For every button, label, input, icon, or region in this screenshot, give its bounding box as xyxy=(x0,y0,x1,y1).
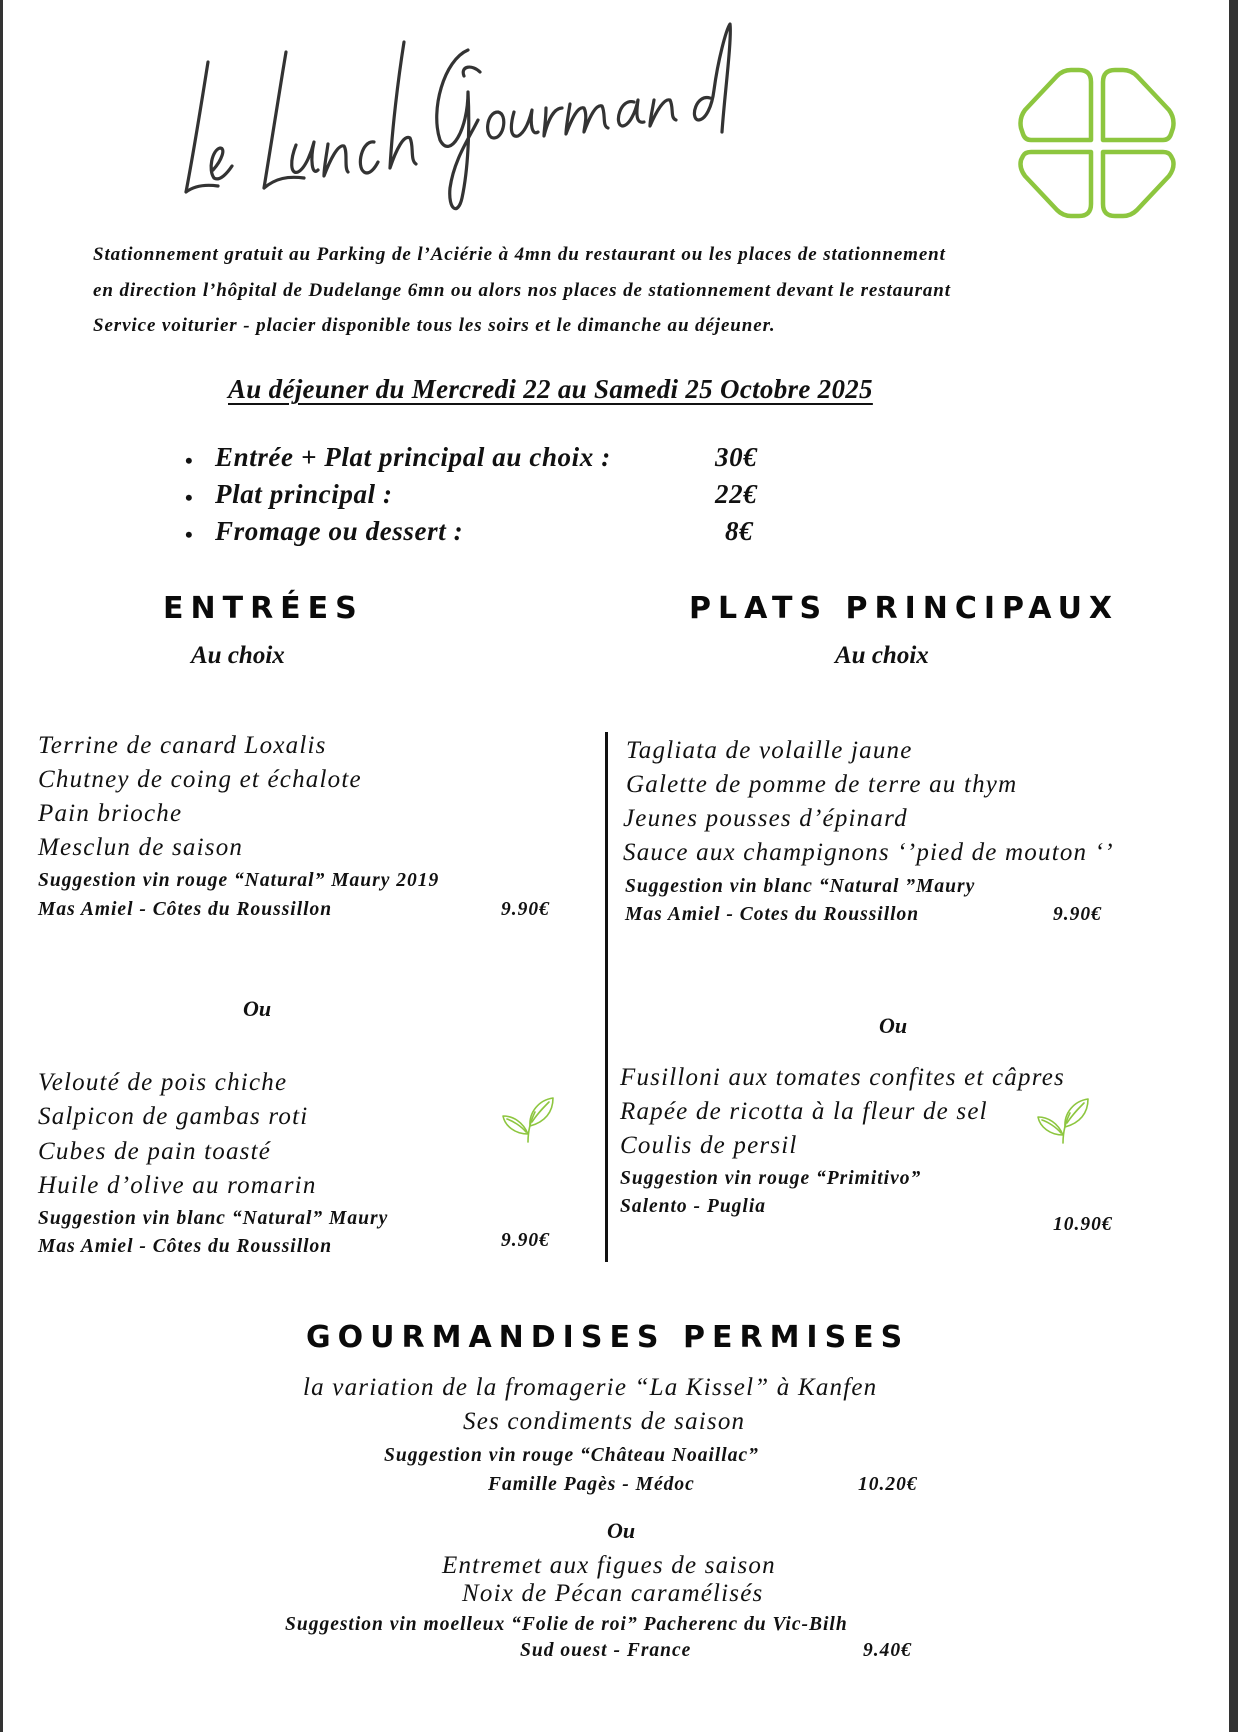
wine-suggestion: Suggestion vin rouge “Natural” Maury 2019 xyxy=(38,870,440,891)
dessert-line: Noix de Pécan caramélisés xyxy=(462,1580,764,1607)
wine-suggestion: Suggestion vin blanc “Natural” Maury xyxy=(38,1208,389,1229)
script-title-logo xyxy=(178,20,1058,220)
bullet-icon: • xyxy=(185,448,194,473)
or-separator: Ou xyxy=(879,1013,908,1038)
dish-line: Galette de pomme de terre au thym xyxy=(626,771,1018,798)
or-separator: Ou xyxy=(243,996,272,1021)
dish-line: Chutney de coing et échalote xyxy=(38,766,362,793)
menu-page xyxy=(3,0,1229,1732)
wine-suggestion: Suggestion vin rouge “Primitivo” xyxy=(620,1168,922,1189)
bullet-icon: • xyxy=(185,522,194,547)
wine-origin: Mas Amiel - Côtes du Roussillon xyxy=(38,1236,333,1257)
wine-suggestion: Suggestion vin moelleux “Folie de roi” Pacherenc du Vic-Bilh xyxy=(285,1614,848,1635)
wine-suggestion: Suggestion vin blanc “Natural ”Maury xyxy=(625,876,976,897)
dessert-line: Entremet aux figues de saison xyxy=(442,1552,776,1579)
formula-price: 8€ xyxy=(725,516,754,546)
dish-line: Coulis de persil xyxy=(620,1132,798,1159)
formula-label: Entrée + Plat principal au choix : xyxy=(215,442,611,472)
wine-origin: Mas Amiel - Cotes du Roussillon xyxy=(625,904,920,925)
wine-origin: Mas Amiel - Côtes du Roussillon xyxy=(38,899,333,920)
dish-line: Rapée de ricotta à la fleur de sel xyxy=(620,1098,988,1125)
bullet-icon: • xyxy=(185,485,194,510)
dessert-line: la variation de la fromagerie “La Kissel” à Kanfen xyxy=(303,1374,878,1401)
or-separator: Ou xyxy=(607,1518,636,1543)
entrees-subtitle: Au choix xyxy=(191,642,285,669)
formula-price: 22€ xyxy=(715,479,758,509)
dish-line: Cubes de pain toasté xyxy=(38,1138,272,1165)
leaf-sprout-icon xyxy=(501,1094,557,1144)
dish-line: Huile d’olive au romarin xyxy=(38,1172,317,1199)
parking-info-line-3: Service voiturier - placier disponible tous les soirs et le dimanche au déjeuner. xyxy=(93,315,776,336)
dish-line: Pain brioche xyxy=(38,800,183,827)
wine-price: 9.90€ xyxy=(1053,904,1102,925)
wine-origin: Famille Pagès - Médoc xyxy=(488,1474,695,1495)
clover-icon xyxy=(1015,64,1179,222)
parking-info-line-1: Stationnement gratuit au Parking de l’Aciérie à 4mn du restaurant ou les places de stationnement xyxy=(93,244,946,265)
plats-subtitle: Au choix xyxy=(835,642,929,669)
formula-label: Plat principal : xyxy=(215,479,393,509)
formula-label: Fromage ou dessert : xyxy=(215,516,464,546)
wine-price: 10.20€ xyxy=(858,1474,918,1495)
dish-line: Terrine de canard Loxalis xyxy=(38,732,327,759)
date-heading: Au déjeuner du Mercredi 22 au Samedi 25 Octobre 2025 xyxy=(228,374,873,404)
dish-line: Mesclun de saison xyxy=(38,834,244,861)
wine-price: 9.90€ xyxy=(501,1230,550,1251)
dish-line: Sauce aux champignons ‘’pied de mouton ‘’ xyxy=(623,839,1114,866)
wine-origin: Salento - Puglia xyxy=(620,1196,767,1217)
formula-price: 30€ xyxy=(715,442,758,472)
parking-info-line-2: en direction l’hôpital de Dudelange 6mn ou alors nos places de stationnement devant le restaurant xyxy=(93,280,951,301)
leaf-sprout-icon xyxy=(1036,1095,1092,1145)
wine-origin: Sud ouest - France xyxy=(520,1640,692,1661)
dish-line: Fusilloni aux tomates confites et câpres xyxy=(620,1064,1065,1091)
plats-heading: PLATS PRINCIPAUX xyxy=(689,591,1120,626)
dish-line: Jeunes pousses d’épinard xyxy=(623,805,908,832)
wine-price: 9.40€ xyxy=(863,1640,912,1661)
gourmandises-heading: GOURMANDISES PERMISES xyxy=(306,1320,910,1355)
dish-line: Velouté de pois chiche xyxy=(38,1069,288,1096)
wine-price: 9.90€ xyxy=(501,899,550,920)
dish-line: Salpicon de gambas roti xyxy=(38,1103,309,1130)
dish-line: Tagliata de volaille jaune xyxy=(626,737,913,764)
wine-price: 10.90€ xyxy=(1053,1214,1113,1235)
dessert-line: Ses condiments de saison xyxy=(463,1408,746,1435)
wine-suggestion: Suggestion vin rouge “Château Noaillac” xyxy=(384,1445,759,1466)
column-divider xyxy=(605,732,608,1262)
entrees-heading: ENTRÉES xyxy=(163,591,364,626)
